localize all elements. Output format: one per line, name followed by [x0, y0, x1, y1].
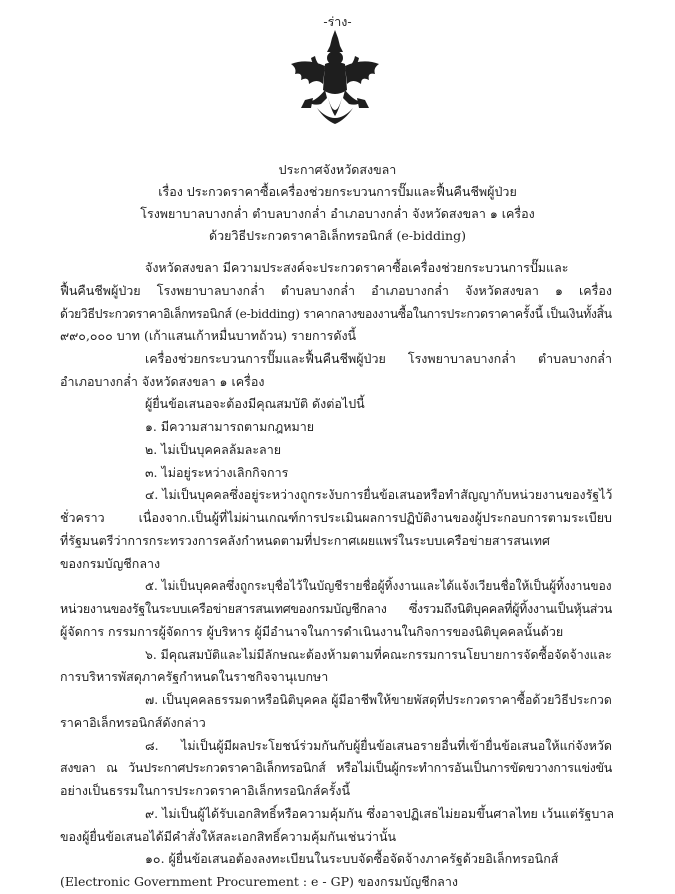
body-line: ของผู้ยื่นข้อเสนอได้มีคำสั่งให้สละเอกสิทธิ์ความคุ้มกันเช่นว่านั้น [60, 828, 397, 844]
body-line: ผู้ยื่นข้อเสนอจะต้องมีคุณสมบัติ ดังต่อไปนี้ [145, 396, 365, 412]
qualification-item: ๑. มีความสามารถตามกฎหมาย [145, 419, 315, 435]
qualification-item: ๗. เป็นบุคคลธรรมดาหรือนิติบุคคล ผู้มีอาชีพให้ขายพัสดุที่ประกวดราคาซื้อด้วยวิธีประกวด [145, 692, 612, 708]
qualification-item: ๘. ไม่เป็นผู้มีผลประโยชน์ร่วมกันกับผู้ยื่นข้อเสนอรายอื่นที่เข้ายื่นข้อเสนอให้แก่จังหวัด [145, 737, 612, 753]
qualification-item: ๔. ไม่เป็นบุคคลซึ่งอยู่ระหว่างถูกระงับการยื่นข้อเสนอหรือทำสัญญากับหน่วยงานของรัฐไว้ [145, 487, 613, 503]
body-line: ฟื้นคืนชีพผู้ป่วย โรงพยาบาลบางกล่ำ ตำบลบางกล่ำ อำเภอบางกล่ำ จังหวัดสงขลา ๑ เครื่อง [60, 282, 612, 298]
qualification-item: ๕. ไม่เป็นบุคคลซึ่งถูกระบุชื่อไว้ในบัญชีรายชื่อผู้ทิ้งงานและได้แจ้งเวียนชื่อให้เป็นผู้ทิ้งงานของ [145, 578, 612, 594]
body-line: สงขลา ณ วันประกาศประกวดราคาอิเล็กทรอนิกส์ หรือไม่เป็นผู้กระทำการอันเป็นการขัดขวางการแข่งขัน [60, 760, 612, 776]
qualification-item: ๙. ไม่เป็นผู้ได้รับเอกสิทธิ์หรือความคุ้มกัน ซึ่งอาจปฏิเสธไม่ยอมขึ้นศาลไทย เว้นแต่รัฐบาล [145, 805, 615, 821]
header-title: ประกาศจังหวัดสงขลา [278, 162, 397, 177]
announcement-header [0, 159, 675, 247]
body-line: การบริหารพัสดุภาครัฐกำหนดในราชกิจจานุเบกษา [60, 669, 329, 685]
garuda-emblem-icon [287, 28, 383, 128]
header-location: โรงพยาบาลบางกล่ำ ตำบลบางกล่ำ อำเภอบางกล่ำ จังหวัดสงขลา ๑ เครื่อง [140, 206, 535, 221]
qualification-item: ๒. ไม่เป็นบุคคลล้มละลาย [145, 441, 282, 457]
body-line: ด้วยวิธีประกวดราคาอิเล็กทรอนิกส์ (e-bidding) ราคากลางของงานซื้อในการประกวดราคาครั้งนี้ เป็นเงินทั้งสิ้น [60, 305, 612, 321]
body-line: ที่รัฐมนตรีว่าการกระทรวงการคลังกำหนดตามที่ประกาศเผยแพร่ในระบบเครือข่ายสารสนเทศ [60, 532, 550, 548]
draft-mark: -ร่าง- [323, 14, 352, 29]
body-line: หน่วยงานของรัฐในระบบเครือข่ายสารสนเทศของกรมบัญชีกลาง ซึ่งรวมถึงนิติบุคคลที่ผู้ทิ้งงานเป็นหุ้นส่วน [60, 601, 612, 617]
body-line: อำเภอบางกล่ำ จังหวัดสงขลา ๑ เครื่อง [60, 373, 265, 389]
qualification-item: ๑๐. ผู้ยื่นข้อเสนอต้องลงทะเบียนในระบบจัดซื้อจัดจ้างภาครัฐด้วยอิเล็กทรอนิกส์ [145, 851, 559, 867]
qualification-item: ๓. ไม่อยู่ระหว่างเลิกกิจการ [145, 464, 289, 480]
body-line: จังหวัดสงขลา มีความประสงค์จะประกวดราคาซื้อเครื่องช่วยกระบวนการปั๊มและ [145, 260, 569, 275]
body-line: ราคาอิเล็กทรอนิกส์ดังกล่าว [60, 714, 206, 730]
qualification-item: ๖. มีคุณสมบัติและไม่มีลักษณะต้องห้ามตามที่คณะกรรมการนโยบายการจัดซื้อจัดจ้างและ [145, 646, 612, 662]
header-subject: เรื่อง ประกวดราคาซื้อเครื่องช่วยกระบวนการปั๊มและฟื้นคืนชีพผู้ป่วย [158, 184, 517, 199]
body-line: (Electronic Government Procurement : e - GP) ของกรมบัญชีกลาง [60, 874, 458, 889]
body-line: ชั่วคราว เนื่องจาก.เป็นผู้ที่ไม่ผ่านเกณฑ์การประเมินผลการปฏิบัติงานของผู้ประกอบการตามระเบียบ [60, 510, 612, 526]
body-line: ผู้จัดการ กรรมการผู้จัดการ ผู้บริหาร ผู้มีอำนาจในการดำเนินงานในกิจการของนิติบุคคลนั้นด้วย [60, 623, 564, 639]
body-line: อย่างเป็นธรรมในการประกวดราคาอิเล็กทรอนิกส์ครั้งนี้ [60, 783, 351, 798]
body-line: ๙๙๐,๐๐๐ บาท (เก้าแสนเก้าหมื่นบาทถ้วน) รายการดังนี้ [60, 328, 357, 344]
header-method: ด้วยวิธีประกวดราคาอิเล็กทรอนิกส์ (e-bidding) [209, 228, 466, 243]
body-line: เครื่องช่วยกระบวนการปั๊มและฟื้นคืนชีพผู้ป่วย โรงพยาบาลบางกล่ำ ตำบลบางกล่ำ [145, 351, 612, 366]
body-line: ของกรมบัญชีกลาง [60, 555, 161, 571]
